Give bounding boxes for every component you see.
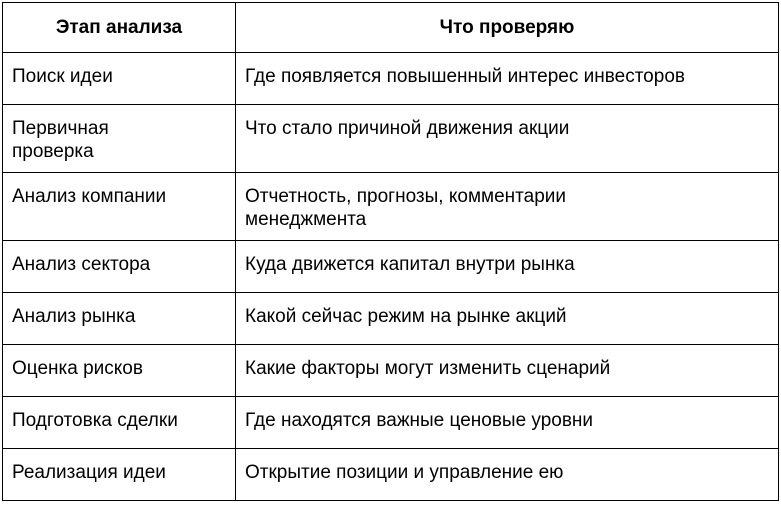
check-cell: Отчетность, прогнозы, комментарии менеджмента — [236, 173, 779, 241]
check-cell: Где появляется повышенный интерес инвесторов — [236, 53, 779, 105]
stage-cell: Первичная проверка — [3, 105, 236, 173]
check-cell: Куда движется капитал внутри рынка — [236, 241, 779, 293]
stage-cell: Анализ сектора — [3, 241, 236, 293]
table-row — [3, 293, 779, 345]
stage-cell: Оценка рисков — [3, 345, 236, 397]
table-row — [3, 449, 779, 501]
check-cell: Что стало причиной движения акции — [236, 105, 779, 173]
table-row — [3, 53, 779, 105]
check-cell: Какие факторы могут изменить сценарий — [236, 345, 779, 397]
stage-cell: Реализация идеи — [3, 449, 236, 501]
stage-cell: Анализ компании — [3, 173, 236, 241]
table-row — [3, 397, 779, 449]
analysis-stages-table — [2, 2, 779, 501]
table-row — [3, 173, 779, 241]
table-row — [3, 241, 779, 293]
check-cell: Открытие позиции и управление ею — [236, 449, 779, 501]
table-header-row — [3, 3, 779, 53]
stage-cell: Анализ рынка — [3, 293, 236, 345]
check-cell: Какой сейчас режим на рынке акций — [236, 293, 779, 345]
column-header-check: Что проверяю — [236, 3, 779, 53]
stage-cell: Поиск идеи — [3, 53, 236, 105]
check-cell: Где находятся важные ценовые уровни — [236, 397, 779, 449]
stage-cell: Подготовка сделки — [3, 397, 236, 449]
column-header-stage: Этап анализа — [3, 3, 236, 53]
table-row — [3, 105, 779, 173]
table-row — [3, 345, 779, 397]
